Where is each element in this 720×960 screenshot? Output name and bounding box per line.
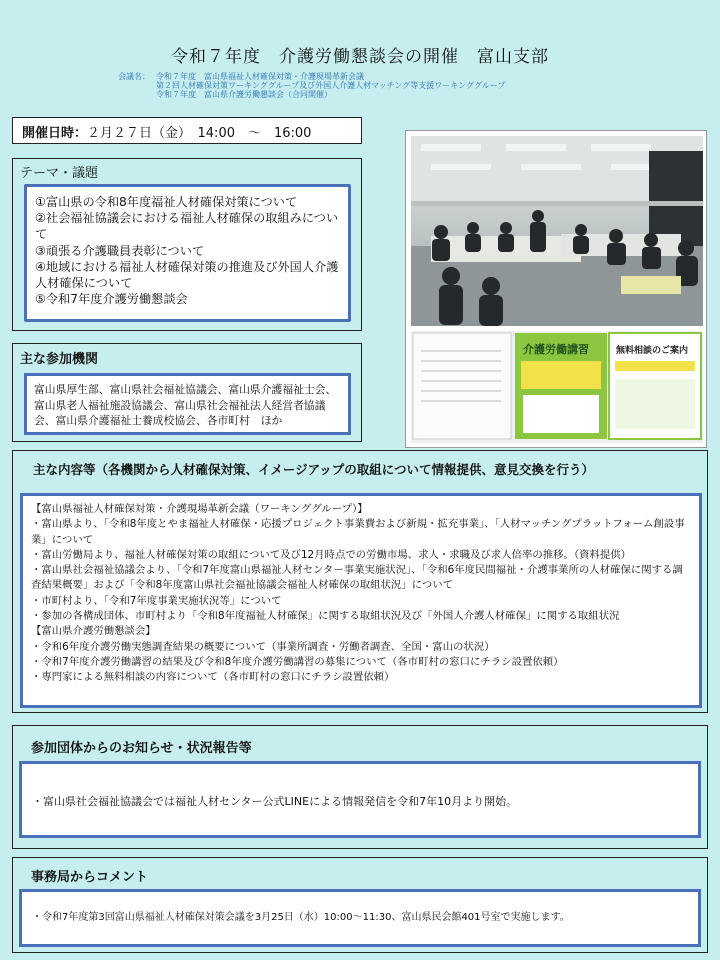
topic-item: ②社会福祉協議会における福祉人材確保の取組みについて: [35, 211, 339, 242]
comment-section: [12, 857, 708, 953]
content-item: ・富山県より、「令和8年度とやま福祉人材確保・応援プロジェクト事業費および新規・拡充事業」、「人材マッチングプラットフォーム創設事業」について: [31, 518, 685, 546]
datetime-value: ２月２７日（金） 14:00 ～ 16:00: [87, 126, 312, 141]
main-content-section: [12, 450, 708, 713]
main-content-header: 主な内容等（各機関から人材確保対策、イメージアップの取組について情報提供、意見交換を行う）: [33, 462, 595, 477]
meeting-photo: [411, 136, 703, 326]
page-title: 令和７年度 介護労働懇談会の開催 富山支部: [171, 47, 549, 67]
meeting-name-line: 令和７年度 富山県福祉人材確保対策・介護現場革新会議: [156, 72, 364, 81]
photo-panel: [405, 130, 707, 448]
participants-label: 主な参加機関: [20, 352, 99, 367]
flyer-title-2: 無料相談のご案内: [616, 346, 689, 356]
theme-section: [12, 158, 362, 331]
flyer-collage: [411, 331, 703, 443]
meeting-name-line: 第２回人材確保対策ワーキンググループ及び外国人介護人材マッチング等支援ワーキンググループ: [156, 81, 506, 90]
theme-label: テーマ・議題: [20, 166, 99, 181]
notice-text: ・富山県社会福祉協議会では福祉人材センター公式LINEによる情報発信を令和7年10月より開始。: [19, 761, 701, 838]
content-item: 【富山県福祉人材確保対策・介護現場革新会議（ワーキンググループ）】: [31, 503, 368, 515]
main-content-list: [20, 493, 702, 708]
content-item: ・専門家による無料相談の内容について（各市町村の窓口にチラシ設置依頼）: [31, 671, 395, 684]
content-item: 【富山県介護労働懇談会】: [31, 625, 156, 638]
datetime-box: [12, 117, 362, 144]
content-item: ・令和6年度介護労働実態調査結果の概要について（事業所調査・労働者調査、全国・富山の状況）: [31, 640, 495, 653]
notice-section: [12, 725, 708, 849]
comment-text: ・令和7年度第3回富山県福祉人材確保対策会議を3月25日（水）10:00～11:30、富山県民会館401号室で実施します。: [19, 889, 701, 947]
content-item: ・参加の各構成団体、市町村より「令和8年度福祉人材確保」に関する取組状況及び「外国人介護人材確保」に関する取組状況: [31, 610, 620, 623]
meeting-name-line: 令和７年度 富山県介護労働懇談会（合同開催）: [156, 90, 332, 99]
meeting-name-label: 会議名：: [118, 72, 150, 81]
theme-topic-list: [24, 184, 351, 322]
comment-header: 事務局からコメント: [31, 870, 149, 885]
topic-item: ⑤令和7年度介護労働懇談会: [35, 292, 188, 307]
topic-item: ③頑張る介護職員表彰について: [35, 243, 205, 258]
content-item: ・富山労働局より、福祉人材確保対策の取組について及び12月時点での労働市場、求人・求職及び求人倍率の推移。（資料提供）: [31, 548, 632, 561]
datetime-label: 開催日時：: [22, 126, 88, 141]
flyer-title-1: 介護労働講習: [523, 343, 589, 356]
content-item: ・市町村より、「令和7年度事業実施状況等」について: [31, 594, 282, 607]
notice-header: 参加団体からのお知らせ・状況報告等: [31, 741, 252, 756]
topic-item: ④地域における福祉人材確保対策の推進及び外国人介護人材確保について: [35, 259, 339, 291]
content-item: ・富山県社会福祉協議会より、「令和7年度富山県福祉人材センター事業実施状況」、「令和6年度民間福祉・介護事業所の人材確保に関する調査結果概要」および「令和8年度富山県社会福祉協議会福祉人材確保の取組状況」について: [31, 564, 683, 592]
meeting-room-illustration: [411, 136, 703, 326]
topic-item: ①富山県の令和8年度福祉人材確保対策について: [35, 195, 298, 209]
participants-section: [12, 343, 362, 442]
content-item: ・令和7年度介護労働講習の結果及び令和8年度介護労働講習の募集について（各市町村の窓口にチラシ設置依頼）: [31, 655, 564, 668]
participants-list: 富山県厚生部、富山県社会福祉協議会、富山県介護福祉士会、富山県老人福祉施設協議会、富山県社会福祉法人経営者協議会、富山県介護福祉士養成校協会、各市町村 ほか: [24, 373, 351, 435]
